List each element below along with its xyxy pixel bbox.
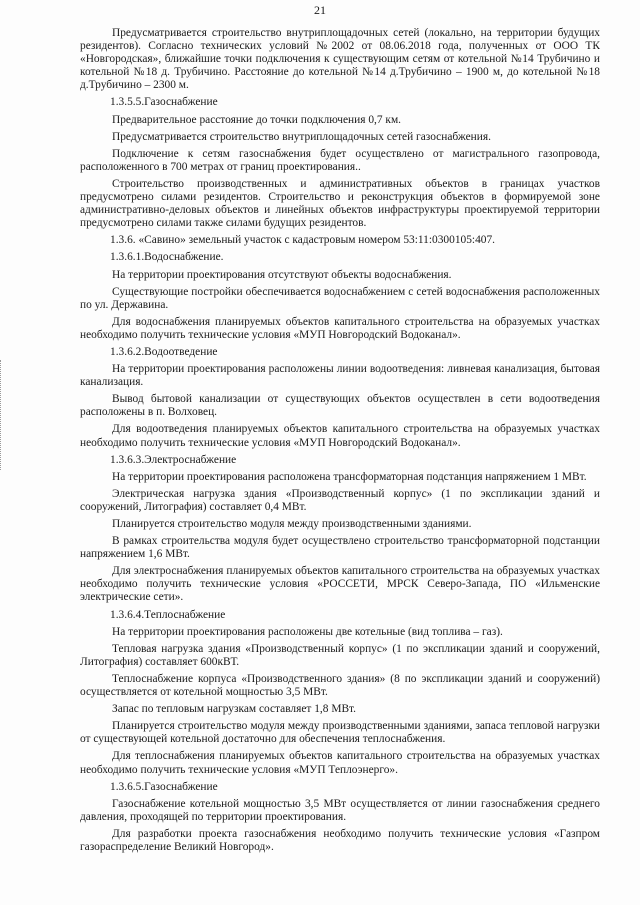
paragraph: Вывод бытовой канализации от существующих объектов осуществлен в сети водоотведения расположены в п. Волховец. (80, 393, 600, 419)
page-number: 21 (314, 3, 326, 17)
section-heading: 1.3.6.3.Электроснабжение (110, 453, 237, 466)
section-heading: 1.3.6. «Савино» земельный участок с кадастровым номером 53:11:0300105:407. (110, 234, 496, 247)
paragraph: Предварительное расстояние до точки подключения 0,7 км. (112, 113, 402, 126)
paragraph: Существующие постройки обеспечивается водоснабжением с сетей водоснабжения расположенных по ул. Державина. (80, 285, 600, 311)
paragraph: Предусматривается строительство внутриплощадочных сетей газоснабжения. (112, 130, 491, 143)
paragraph: На территории проектирования расположена трансформаторная подстанция напряжением 1 МВт. (112, 470, 587, 483)
paragraph: Планируется строительство модуля между производственными зданиями, запаса тепловой нагрузки от существующей котельной достаточно для обеспечения теплоснабжения. (80, 720, 600, 746)
section-heading: 1.3.6.1.Водоснабжение. (110, 251, 224, 264)
paragraph: На территории проектирования расположены линии водоотведения: ливневая канализация, бытовая канализация. (80, 363, 600, 389)
paragraph: Тепловая нагрузка здания «Производственный корпус» (1 по экспликации зданий и сооружений, Литография) составляет 600кВТ. (80, 642, 600, 668)
paragraph: Планируется строительство модуля между производственными зданиями. (112, 518, 472, 530)
paragraph: Подключение к сетям газоснабжения будет осуществлено от магистрального газопровода, расположенного в 700 метрах от границ проектирования.. (80, 147, 600, 173)
section-heading: 1.3.6.5.Газоснабжение (110, 780, 218, 793)
paragraph: Для разработки проекта газоснабжения необходимо получить технические условия «Газпром газораспределение Великий Новгород». (80, 827, 600, 853)
paragraph: Для водоснабжения планируемых объектов капитального строительства на образуемых участках необходимо получить технические условия «МУП Новгородский Водоканал». (80, 315, 600, 341)
paragraph: Для водоотведения планируемых объектов капитального строительства на образуемых участках необходимо получить технические условия «МУП Новгородский Водоканал». (80, 423, 600, 449)
paragraph: Электрическая нагрузка здания «Производственный корпус» (1 по экспликации зданий и сооружений, Литография) составляет 0,4 МВт. (80, 487, 600, 513)
section-heading: 1.3.5.5.Газоснабжение (110, 96, 218, 109)
paragraph: На территории проектирования отсутствуют объекты водоснабжения. (112, 268, 452, 281)
paragraph: Для электроснабжения планируемых объектов капитального строительства на образуемых участках необходимо получить технические условия «РОССЕТИ, МРСК Северо-Запада, ПО «Ильменские электрические сети». (80, 565, 600, 604)
paragraph: Предусматривается строительство внутриплощадочных сетей (локально, на территории будущих резидентов). Согласно технических условий №2002 от 08.06.2018 года, полученных от ООО ТК «Новгородская», ближайшие точки подключения к существующим сетям от котельной №14 Трубичино и котельной №18 д. Трубичино. Расстояние до котельной №14 д.Трубичино – 1900 м, до котельной №18 д.Трубичино – 2300 м. (80, 27, 600, 92)
paragraph: Газоснабжение котельной мощностью 3,5 МВт осуществляется от линии газоснабжения среднего давления, проходящей по территории проектирования. (80, 797, 600, 823)
paragraph: Запас по тепловым нагрузкам составляет 1,8 МВт. (112, 703, 357, 716)
paragraph: На территории проектирования расположены две котельные (вид топлива – газ). (112, 625, 503, 638)
document-body (80, 27, 600, 858)
section-heading: 1.3.6.4.Теплоснабжение (110, 608, 226, 621)
paragraph: В рамках строительства модуля будет осуществлено строительство трансформаторной подстанции напряжением 1,6 МВт. (80, 535, 600, 561)
paragraph: Теплоснабжение корпуса «Производственного здания» (8 по экспликации зданий и сооружений) осуществляется от котельной мощностью 3,5 МВт. (80, 672, 600, 699)
paragraph: Строительство производственных и административных объектов в границах участков предусмотрено силами резидентов. Строительство и реконструкция объектов в формируемой зоне административно-деловых объектов и линейных объектов инфраструктуры проектируемой территории предусмотрено силами также силами будущих резидентов. (80, 177, 600, 230)
scan-edge-mark (0, 360, 5, 470)
section-heading: 1.3.6.2.Водоотведение (110, 345, 218, 358)
paragraph: Для теплоснабжения планируемых объектов капитального строительства на образуемых участках необходимо получить технические условия «МУП Теплоэнерго». (80, 750, 600, 776)
